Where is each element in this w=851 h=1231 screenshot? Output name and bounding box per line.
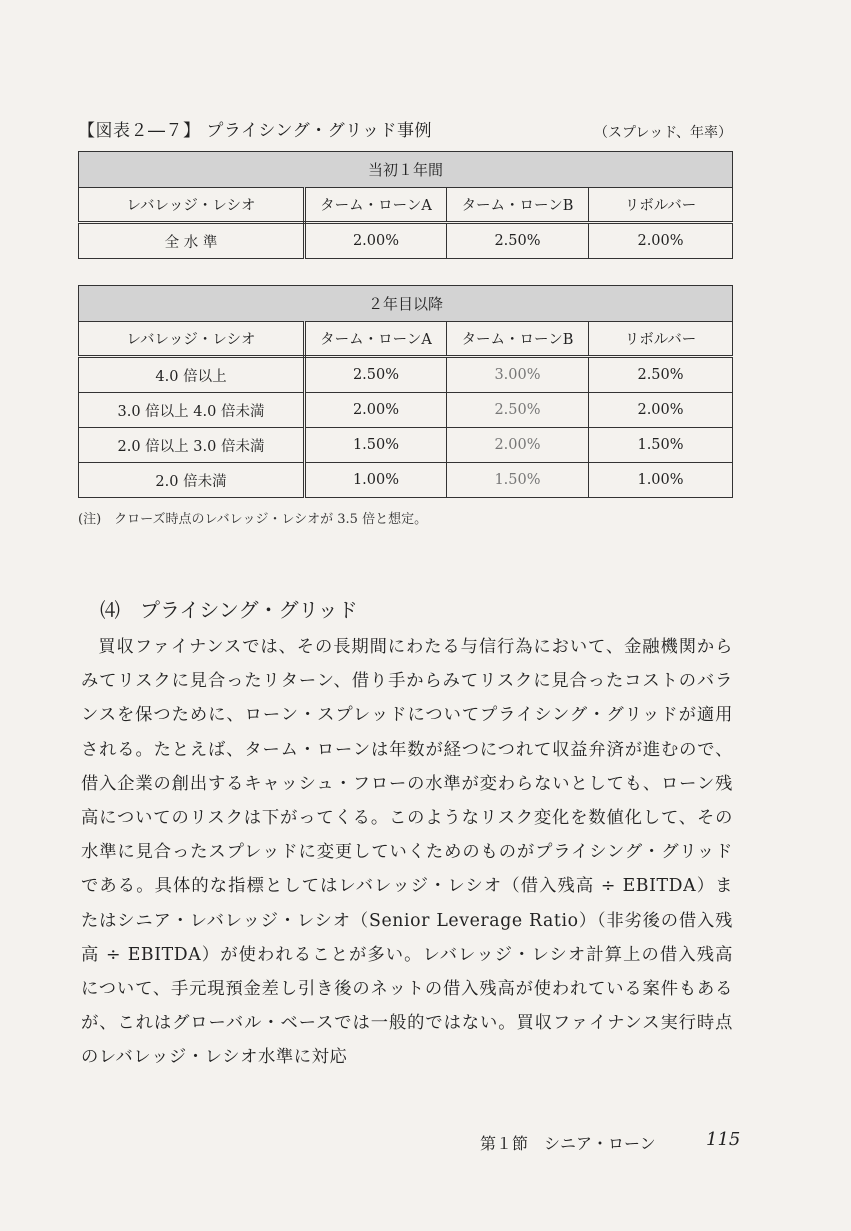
table-cell: 3.00% xyxy=(447,357,589,393)
column-header: ターム・ローンA xyxy=(305,188,447,223)
table-cell: 2.0 倍以上 3.0 倍未満 xyxy=(79,428,305,463)
table-cell: 1.50% xyxy=(447,463,589,498)
table-cell: 1.50% xyxy=(305,428,447,463)
section-heading: ⑷ プライシング・グリッド xyxy=(100,598,358,622)
table-cell: 2.50% xyxy=(447,223,589,259)
column-header: レバレッジ・レシオ xyxy=(79,188,305,223)
table-cell: 2.50% xyxy=(589,357,733,393)
figure-header xyxy=(78,116,732,146)
table-cell: 2.0 倍未満 xyxy=(79,463,305,498)
table-cell: 1.00% xyxy=(305,463,447,498)
running-footer: 第１節 シニア・ローン xyxy=(480,1134,656,1153)
body-paragraph: 買収ファイナンスでは、その長期間にわたる与信行為において、金融機関からみてリスクに見合ったリターン、借り手からみてリスクに見合ったコストのバランスを保つために、ローン・スプレッドについてプライシング・グリッドが適用される。たとえば、ターム・ローンは年数が経つにつれて収益弁済が進むので、借入企業の創出するキャッシュ・フローの水準が変わらないとしても、ローン残高についてのリスクは下がってくる。このようなリスク変化を数値化して、その水準に見合ったスプレッドに変更していくためのものがプライシング・グリッドである。具体的な指標としてはレバレッジ・レシオ（借入残高 ÷ EBITDA）またはシニア・レバレッジ・レシオ（Senior Leverage Ratio）（非劣後の借入残高 ÷ EBITDA）が使われることが多い。レバレッジ・レシオ計算上の借入残高について、手元現預金差し引き後のネットの借入残高が使われている案件もあるが、これはグローバル・ベースでは一般的ではない。買収ファイナンス実行時点のレバレッジ・レシオ水準に対応 xyxy=(81,637,733,1068)
table-cell: 4.0 倍以上 xyxy=(79,357,305,393)
table-cell: 1.00% xyxy=(589,463,733,498)
table-cell: 2.50% xyxy=(447,393,589,428)
table-cell: 全 水 準 xyxy=(79,223,305,259)
column-header: ターム・ローンB xyxy=(447,322,589,357)
table-row xyxy=(79,428,733,463)
column-header: ターム・ローンB xyxy=(447,188,589,223)
table-header: 当初１年間 xyxy=(79,152,733,188)
figure-title: 【図表２―７】 プライシング・グリッド事例 xyxy=(78,121,432,141)
table-cell: 3.0 倍以上 4.0 倍未満 xyxy=(79,393,305,428)
pricing-table-initial-year xyxy=(78,151,733,259)
table-cell: 2.00% xyxy=(447,428,589,463)
figure-unit-note: （スプレッド、年率） xyxy=(593,125,732,141)
column-header: リボルバー xyxy=(589,188,733,223)
column-header: リボルバー xyxy=(589,322,733,357)
table-header: ２年目以降 xyxy=(79,286,733,322)
pricing-table-second-year-onward xyxy=(78,285,733,498)
table-cell: 2.00% xyxy=(305,223,447,259)
table-cell: 2.50% xyxy=(305,357,447,393)
table-row xyxy=(79,393,733,428)
page-number: 115 xyxy=(706,1129,741,1150)
table-cell: 1.50% xyxy=(589,428,733,463)
column-header: ターム・ローンA xyxy=(305,322,447,357)
table-row xyxy=(79,223,733,259)
table-cell: 2.00% xyxy=(589,223,733,259)
table-footnote: (注) クローズ時点のレバレッジ・レシオが 3.5 倍と想定。 xyxy=(78,512,428,527)
column-header: レバレッジ・レシオ xyxy=(79,322,305,357)
table-cell: 2.00% xyxy=(589,393,733,428)
table-row xyxy=(79,463,733,498)
table-cell: 2.00% xyxy=(305,393,447,428)
table-row xyxy=(79,357,733,393)
